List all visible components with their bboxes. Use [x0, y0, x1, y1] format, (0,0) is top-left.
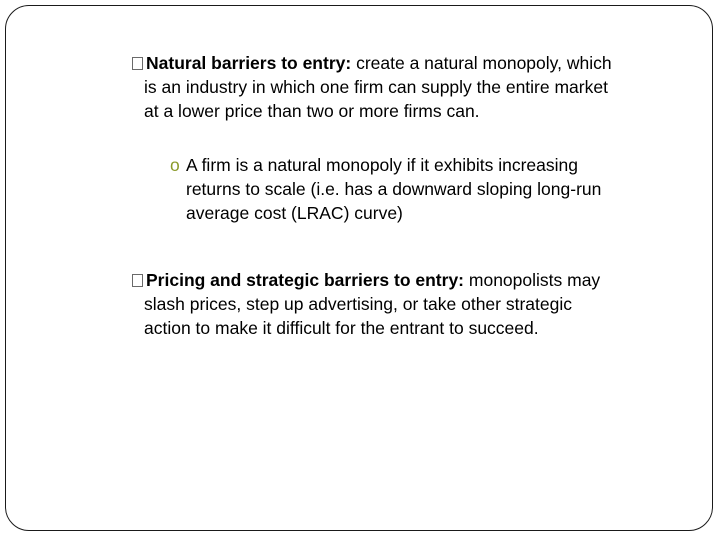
bullet-lead: Pricing and strategic barriers to entry: — [146, 270, 465, 290]
bullet-box-icon — [132, 274, 143, 287]
sub-bullet-text-line: A firm is a natural monopoly if it exhibits increasing — [186, 155, 578, 175]
bullet-text-line: at a lower price than two or more firms can. — [144, 101, 480, 121]
bullet-natural-barriers — [132, 51, 612, 123]
bullet-text-line: action to make it difficult for the entrant to succeed. — [144, 318, 539, 338]
bullet-box-icon — [132, 57, 143, 70]
sub-bullet-natural-monopoly — [170, 153, 601, 225]
circle-bullet-icon: o — [170, 155, 180, 175]
bullet-text-line: slash prices, step up advertising, or take other strategic — [144, 294, 572, 314]
sub-bullet-text-line: average cost (LRAC) curve) — [186, 203, 403, 223]
sub-bullet-text-line: returns to scale (i.e. has a downward sloping long-run — [186, 179, 602, 199]
bullet-text-line: create a natural monopoly, which — [351, 53, 612, 73]
bullet-text-line: monopolists may — [464, 270, 601, 290]
bullet-lead: Natural barriers to entry: — [146, 53, 352, 73]
bullet-text-line: is an industry in which one firm can supply the entire market — [144, 77, 608, 97]
bullet-pricing-barriers — [132, 268, 600, 340]
